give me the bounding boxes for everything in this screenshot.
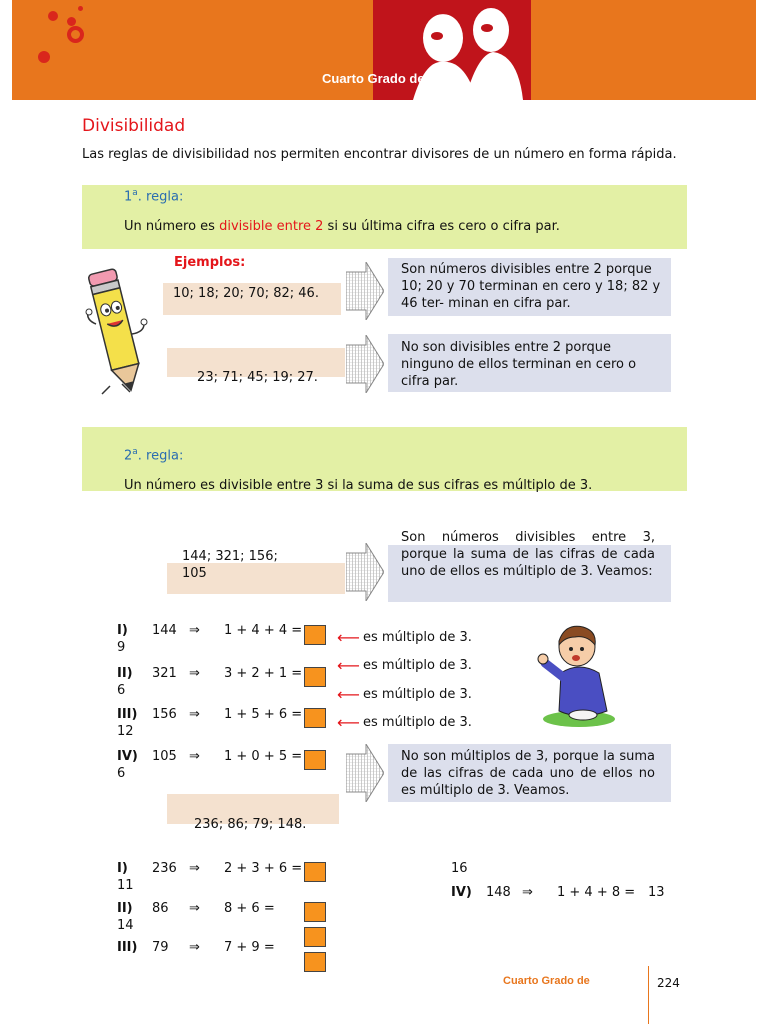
calc-row: III)	[117, 707, 138, 722]
example-1-numbers: 10; 18; 20; 70; 82; 46.	[173, 286, 319, 301]
calc-sum: 2 + 3 + 6 =	[224, 861, 303, 876]
calc-row: IV)	[117, 749, 138, 764]
calc-number: 148	[486, 885, 511, 900]
calc-result: 12	[117, 724, 134, 739]
calc-number: 156	[152, 707, 177, 722]
example-2-numbers: 23; 71; 45; 19; 27.	[197, 370, 318, 385]
answer-box	[304, 625, 326, 645]
calc-sum: 7 + 9 =	[224, 940, 275, 955]
implies-arrow: ⇒	[189, 749, 200, 764]
rule-1-text: Un número es divisible entre 2 si su última cifra es cero o cifra par.	[124, 219, 560, 234]
calc-number: 321	[152, 666, 177, 681]
answer-box	[304, 708, 326, 728]
calc-sum: 8 + 6 =	[224, 901, 275, 916]
calc-sum: 1 + 5 + 6 =	[224, 707, 303, 722]
calc-result: 14	[117, 918, 134, 933]
implies-arrow: ⇒	[189, 940, 200, 955]
decorative-dot	[38, 51, 50, 63]
calc-result: 11	[117, 878, 134, 893]
calc-sum: 3 + 2 + 1 =	[224, 666, 303, 681]
example-3-explanation: Son números divisibles entre 3, porque la suma de las cifras de cada uno de ellos es múltiplo de 3. Veamos:	[401, 530, 655, 579]
calc-number: 144	[152, 623, 177, 638]
implies-arrow: ⇒	[189, 707, 200, 722]
calc-row: II)	[117, 901, 133, 916]
implies-arrow: ⇒	[189, 901, 200, 916]
calc-number: 86	[152, 901, 169, 916]
implies-arrow: ⇒	[189, 861, 200, 876]
intro-text: Las reglas de divisibilidad nos permiten encontrar divisores de un número en forma rápida.	[82, 147, 677, 162]
pencil-mascot-icon	[82, 262, 150, 397]
example-4-explanation-box	[388, 744, 671, 802]
calc-row: III)	[117, 940, 138, 955]
calc-sum: 1 + 4 + 4 =	[224, 623, 303, 638]
page-title: Divisibilidad	[82, 116, 186, 136]
example-1-explanation: Son números divisibles entre 2 porque 10; 20 y 70 terminan en cero y 18; 82 y 46 ter- minan en cifra par.	[401, 262, 661, 311]
calc-result: 9	[117, 640, 126, 655]
calc-row: I)	[117, 861, 128, 876]
calc-number: 105	[152, 749, 177, 764]
footer-divider	[648, 966, 649, 1024]
striped-arrow-icon	[346, 335, 384, 393]
footer-title: Cuarto Grado de	[503, 975, 590, 987]
answer-box	[304, 902, 326, 922]
calc-sum: 1 + 0 + 5 =	[224, 749, 303, 764]
calc-row: II)	[117, 666, 133, 681]
calc-row: I)	[117, 623, 128, 638]
calc-number: 79	[152, 940, 169, 955]
red-left-arrow-icon: ⟵	[337, 628, 360, 647]
implies-arrow: ⇒	[189, 623, 200, 638]
calc-result: 6	[117, 766, 126, 781]
red-left-arrow-icon: ⟵	[337, 656, 360, 675]
example-3-numbers: 144; 321; 156; 105	[182, 549, 278, 581]
calc-number: 236	[152, 861, 177, 876]
striped-arrow-icon	[346, 744, 384, 802]
page-number: 224	[657, 976, 680, 990]
example-4-explanation: No son múltiplos de 3, porque la suma de las cifras de cada uno de ellos no es múltiplo de 3. Veamos.	[401, 749, 655, 798]
calc-note: es múltiplo de 3.	[363, 658, 472, 673]
examples-label: Ejemplos:	[174, 255, 246, 270]
example-1-explanation-box	[388, 258, 671, 316]
calc-result: 6	[117, 683, 126, 698]
example-2-explanation: No son divisibles entre 2 porque ninguno de ellos terminan en cero o cifra par.	[401, 340, 637, 389]
calc-row: IV)	[451, 885, 472, 900]
rule-1-heading: 1$^a$. regla:	[124, 188, 184, 205]
red-left-arrow-icon: ⟵	[337, 713, 360, 732]
answer-box	[304, 927, 326, 947]
answer-box	[304, 862, 326, 882]
striped-arrow-icon	[346, 262, 384, 320]
calc-note: es múltiplo de 3.	[363, 715, 472, 730]
implies-arrow: ⇒	[522, 885, 533, 900]
decorative-dot	[67, 17, 76, 26]
rule-2-heading: 2$^a$. regla:	[124, 447, 184, 464]
striped-arrow-icon	[346, 543, 384, 601]
decorative-dot	[78, 6, 83, 11]
example-4-numbers: 236; 86; 79; 148.	[194, 817, 307, 832]
decorative-dot	[48, 11, 58, 21]
calc-note: es múltiplo de 3.	[363, 630, 472, 645]
rule-1-box	[82, 185, 687, 249]
boy-pointing-icon	[535, 615, 617, 730]
header-title: Cuarto Grado de	[322, 71, 425, 86]
answer-box	[304, 952, 326, 972]
rule-2-text: Un número es divisible entre 3 si la suma de sus cifras es múltiplo de 3.	[124, 478, 593, 493]
calc-sum: 1 + 4 + 8 =	[557, 885, 636, 900]
decorative-ring	[67, 26, 84, 43]
rule-2-box	[82, 427, 687, 491]
example-2-explanation-box	[388, 334, 671, 392]
calc-result: 16	[451, 861, 468, 876]
calc-note: es múltiplo de 3.	[363, 687, 472, 702]
answer-box	[304, 667, 326, 687]
answer-box	[304, 750, 326, 770]
calc-result: 13	[648, 885, 665, 900]
red-left-arrow-icon: ⟵	[337, 685, 360, 704]
example-1-numbers-box	[163, 283, 341, 315]
implies-arrow: ⇒	[189, 666, 200, 681]
